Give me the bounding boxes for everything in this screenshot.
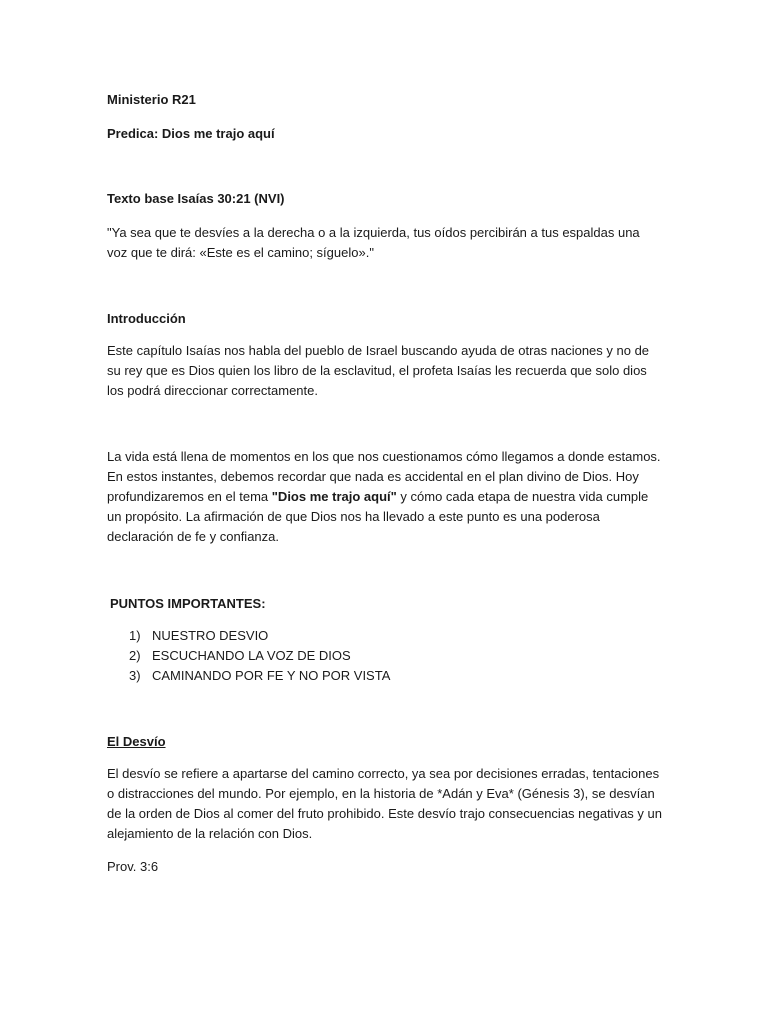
scripture-reference: Prov. 3:6	[107, 859, 159, 874]
list-item-number: 2)	[129, 648, 141, 663]
base-text-quote: "Ya sea que te desvíes a la derecha o a la izquierda, tus oídos percibirán a tus espaldas una voz que te dirá: «Este es el camino; síguelo»."	[107, 225, 640, 260]
desvio-heading: El Desvío	[107, 734, 166, 749]
org-name: Ministerio R21	[107, 92, 196, 107]
intro-paragraph: Este capítulo Isaías nos habla del pueblo de Israel buscando ayuda de otras naciones y no de su rey que es Dios quien los libro de la esclavitud, el profeta Isaías les recuerda que solo dios los podrá direccionar correctamente.	[107, 343, 650, 398]
life-paragraph	[107, 447, 663, 547]
life-paragraph-text-1: La vida está llena de momentos en los que nos cuestionamos cómo llegamos a donde estamos. En estos instantes, debemos recordar que nada es accidental en el plan divino de Dios. Hoy profundizaremos en el tema	[107, 449, 661, 504]
list-item-text: ESCUCHANDO LA VOZ DE DIOS	[152, 648, 351, 663]
points-list	[107, 626, 663, 686]
life-paragraph-emphasis: "Dios me trajo aquí"	[271, 489, 397, 504]
points-heading: PUNTOS IMPORTANTES:	[110, 596, 266, 611]
list-item	[107, 646, 663, 666]
list-item-number: 3)	[129, 668, 141, 683]
list-item-number: 1)	[129, 628, 141, 643]
sermon-title: Predica: Dios me trajo aquí	[107, 126, 275, 141]
base-text-heading: Texto base Isaías 30:21 (NVI)	[107, 191, 285, 206]
list-item	[107, 626, 663, 646]
intro-heading: Introducción	[107, 311, 186, 326]
desvio-paragraph: El desvío se refiere a apartarse del camino correcto, ya sea por decisiones erradas, tentaciones o distracciones del mundo. Por ejemplo, en la historia de *Adán y Eva* (Génesis 3), se desvían de la orden de Dios al comer del fruto prohibido. Este desvío trajo consecuencias negativas y un alejamiento de la relación con Dios.	[107, 766, 662, 841]
list-item-text: CAMINANDO POR FE Y NO POR VISTA	[152, 668, 391, 683]
list-item	[107, 666, 663, 686]
life-paragraph-text-2: y cómo cada etapa de nuestra vida cumple un propósito. La afirmación de que Dios nos ha llevado a este punto es una poderosa declaración de fe y confianza.	[107, 489, 649, 544]
list-item-text: NUESTRO DESVIO	[152, 628, 269, 643]
